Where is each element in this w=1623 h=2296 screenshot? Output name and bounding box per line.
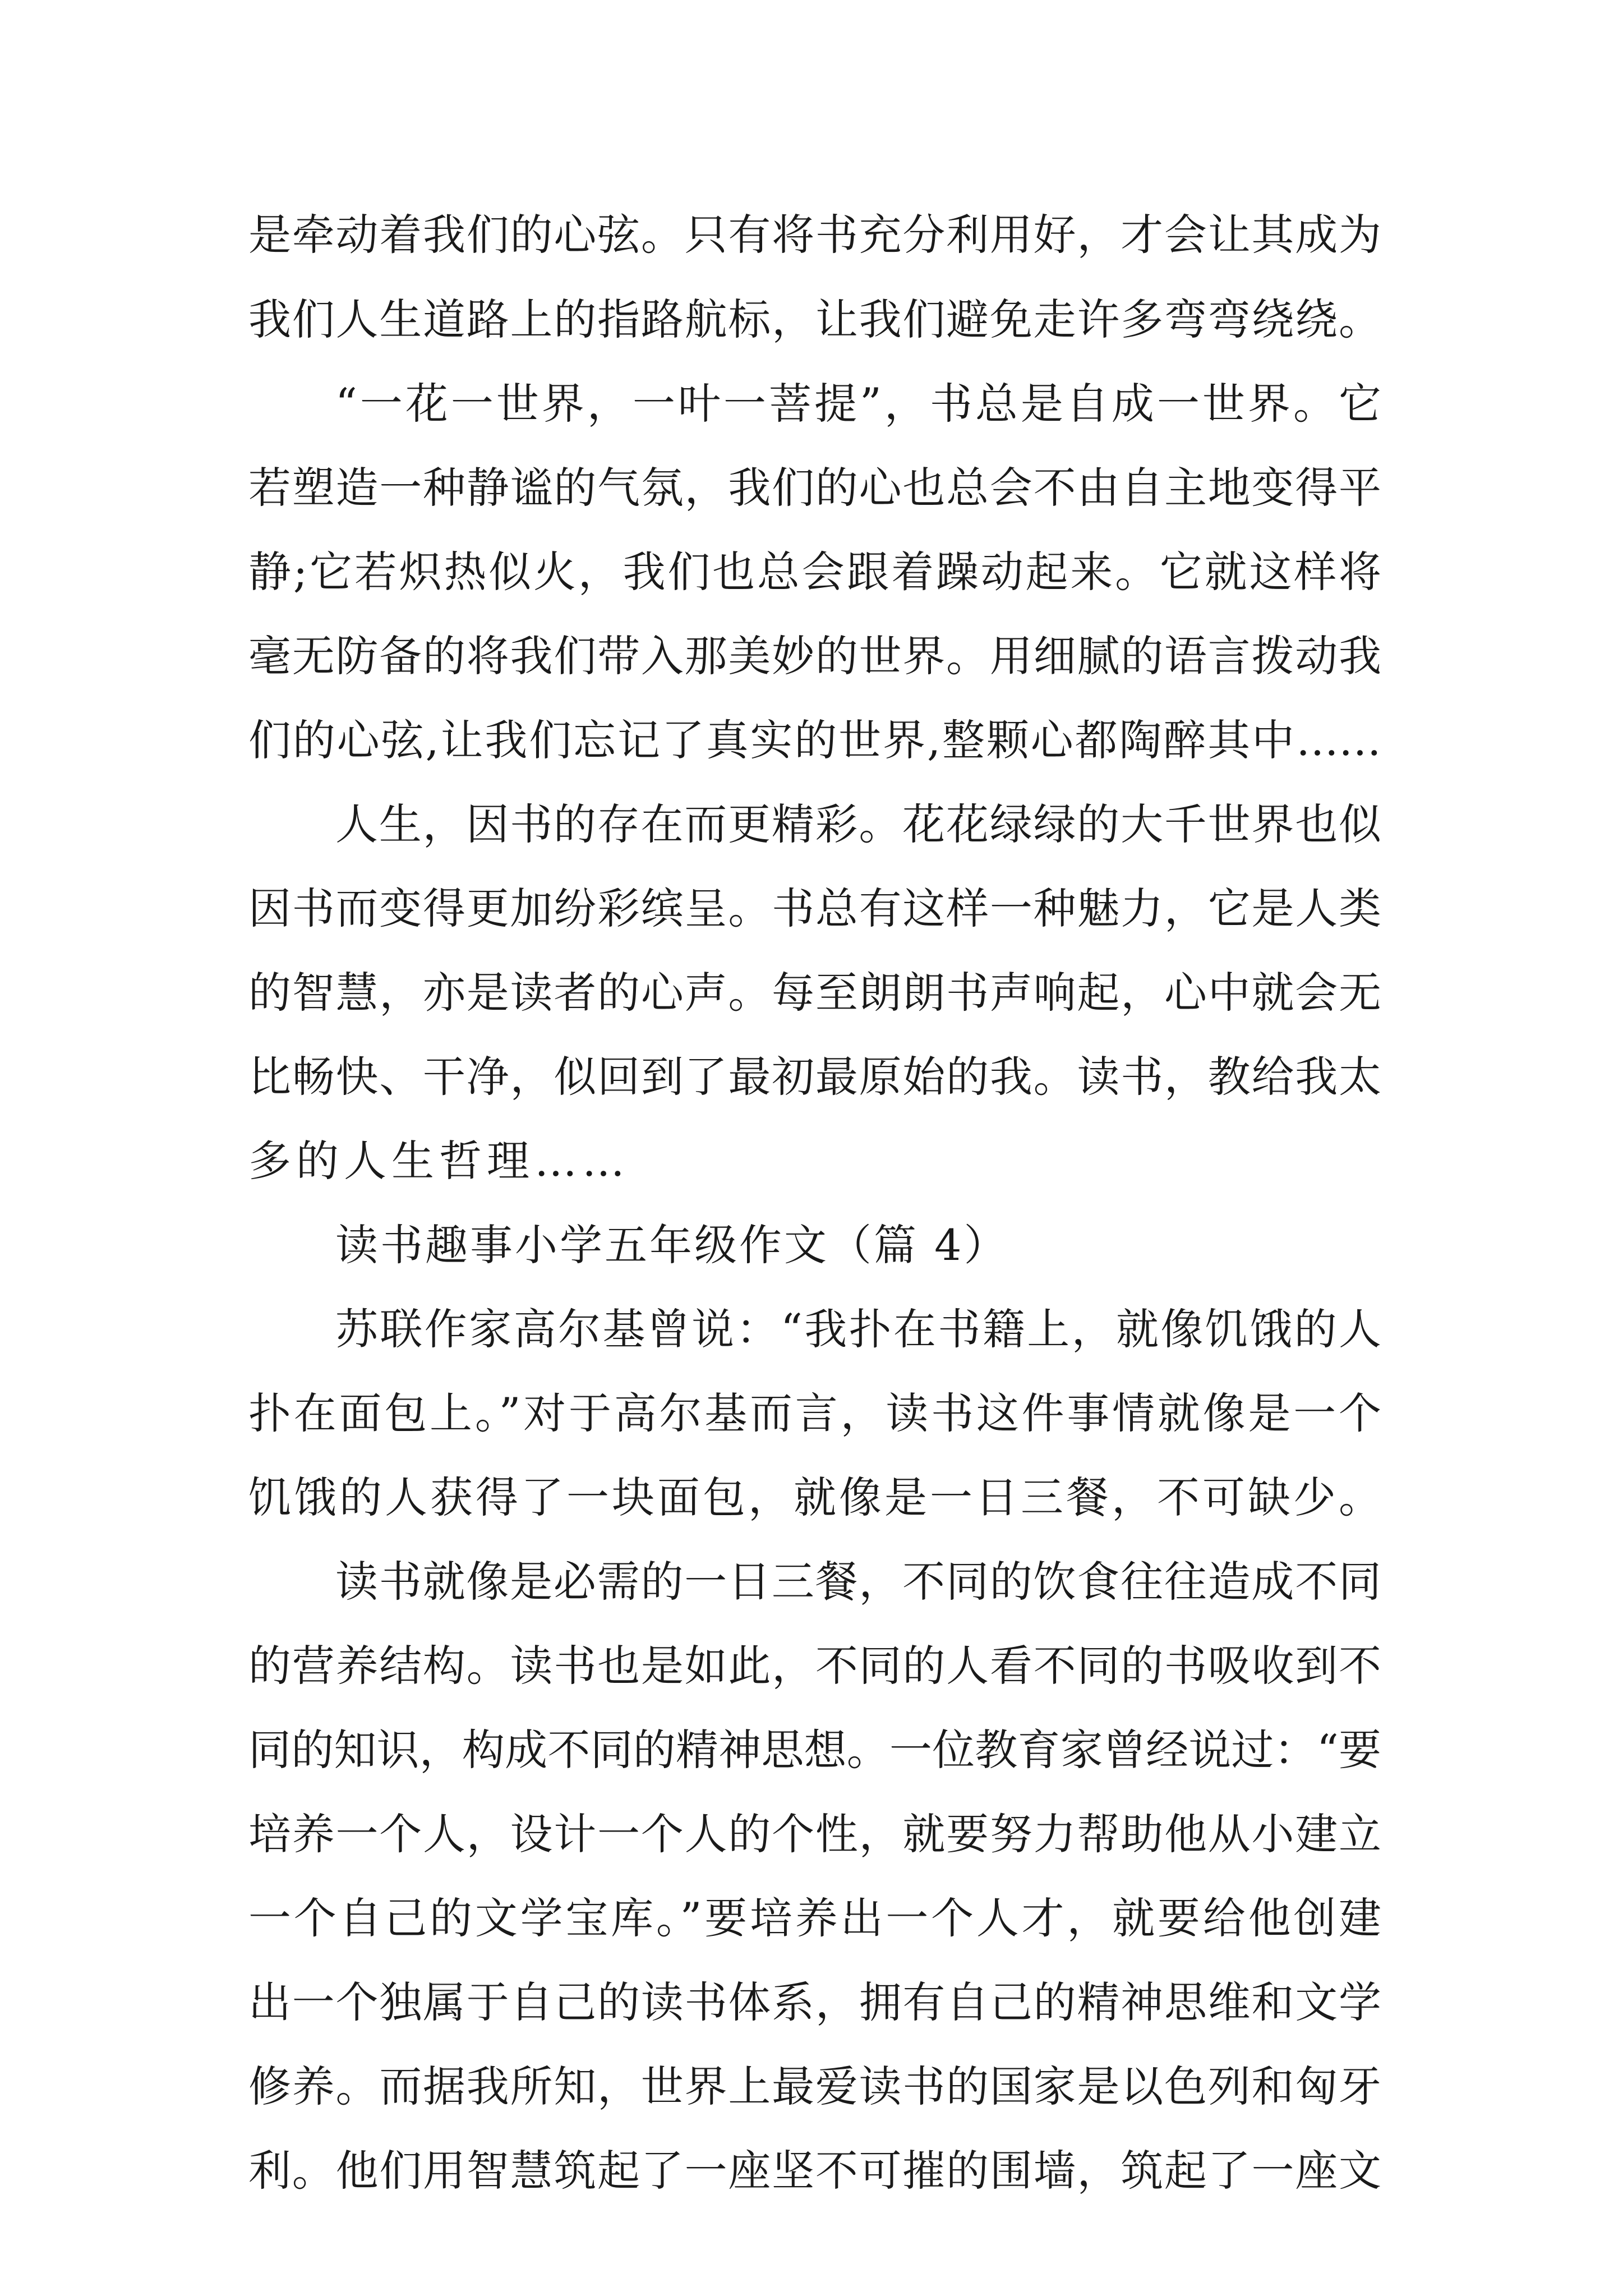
text-line: 比畅快、干净，似回到了最初最原始的我。读书，教给我太 — [248, 1052, 1381, 1102]
text-line: 的营养结构。读书也是如此，不同的人看不同的书吸收到不 — [248, 1641, 1381, 1691]
paragraph-first-line: “一花一世界，一叶一菩提”，书总是自成一世界。它 — [335, 379, 1381, 429]
text-line: 利。他们用智慧筑起了一座坚不可摧的围墙，筑起了一座文 — [248, 2146, 1381, 2196]
text-line: 是牵动着我们的心弦。只有将书充分利用好，才会让其成为 — [248, 210, 1381, 260]
text-line: 的智慧，亦是读者的心声。每至朗朗书声响起，心中就会无 — [248, 968, 1381, 1018]
text-line: 若塑造一种静谧的气氛，我们的心也总会不由自主地变得平 — [248, 463, 1381, 513]
text-line: 同的知识，构成不同的精神思想。一位教育家曾经说过：“要 — [248, 1725, 1381, 1775]
text-line: 扑在面包上。”对于高尔基而言，读书这件事情就像是一个 — [248, 1388, 1381, 1438]
text-line: 一个自己的文学宝库。”要培养出一个人才，就要给他创建 — [248, 1893, 1381, 1943]
text-line: 修养。而据我所知，世界上最爱读书的国家是以色列和匈牙 — [248, 2062, 1381, 2111]
text-line: 饥饿的人获得了一块面包，就像是一日三餐，不可缺少。 — [248, 1473, 1381, 1522]
text-line: 出一个独属于自己的读书体系，拥有自己的精神思维和文学 — [248, 1977, 1381, 2027]
text-line: 们的心弦,让我们忘记了真实的世界,整颗心都陶醉其中…… — [248, 715, 1381, 765]
text-line: 培养一个人，设计一个人的个性，就要努力帮助他从小建立 — [248, 1809, 1381, 1859]
section-heading: 读书趣事小学五年级作文（篇 4） — [335, 1220, 1009, 1270]
text-line: 静;它若炽热似火，我们也总会跟着躁动起来。它就这样将 — [248, 547, 1381, 597]
paragraph-first-line: 苏联作家高尔基曾说：“我扑在书籍上，就像饥饿的人 — [335, 1304, 1381, 1354]
text-line: 多的人生哲理…… — [248, 1136, 630, 1186]
text-line: 毫无防备的将我们带入那美妙的世界。用细腻的语言拨动我 — [248, 631, 1381, 681]
text-line: 我们人生道路上的指路航标，让我们避免走许多弯弯绕绕。 — [248, 295, 1381, 344]
text-line: 因书而变得更加纷彩缤呈。书总有这样一种魅力，它是人类 — [248, 884, 1381, 933]
paragraph-first-line: 人生，因书的存在而更精彩。花花绿绿的大千世界也似 — [335, 799, 1381, 849]
paragraph-first-line: 读书就像是必需的一日三餐，不同的饮食往往造成不同 — [335, 1557, 1381, 1607]
